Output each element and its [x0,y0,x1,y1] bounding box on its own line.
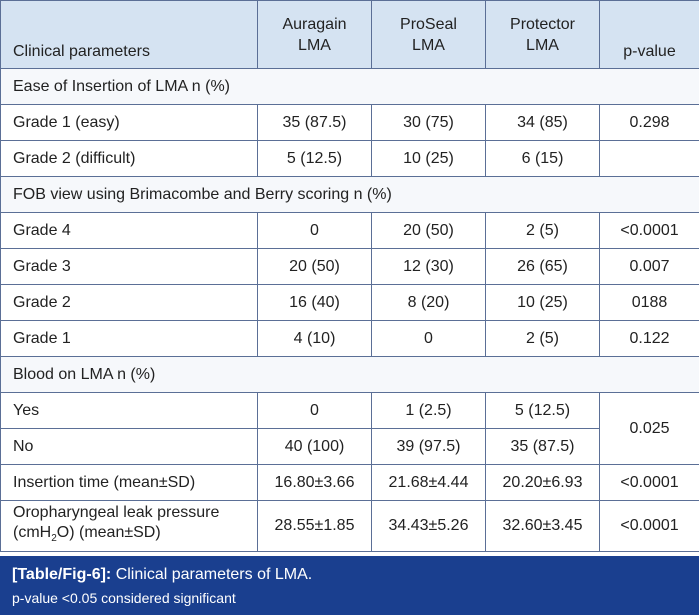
cell-protector: 32.60±3.45 [486,501,600,552]
table-row [1,285,699,321]
cell-auragain: 16 (40) [258,285,372,321]
row-label: Grade 1 (easy) [1,105,258,141]
cell-protector: 6 (15) [486,141,600,177]
row-label: Grade 2 (difficult) [1,141,258,177]
cell-auragain: 35 (87.5) [258,105,372,141]
cell-proseal: 0 [372,321,486,357]
cell-protector: 10 (25) [486,285,600,321]
table-row [1,321,699,357]
header-row [1,1,699,69]
row-label: Grade 2 [1,285,258,321]
section-ease-label: Ease of Insertion of LMA n (%) [1,69,699,105]
cell-p-value: 0.298 [600,105,699,141]
table-row [1,465,699,501]
table-row [1,105,699,141]
cell-proseal: 8 (20) [372,285,486,321]
header-auragain: Auragain LMA [258,1,372,69]
cell-auragain: 4 (10) [258,321,372,357]
row-label: Yes [1,393,258,429]
cell-protector: 2 (5) [486,213,600,249]
table-row [1,141,699,177]
cell-p-value: 0.025 [600,393,699,465]
cell-protector: 2 (5) [486,321,600,357]
table-row [1,393,699,429]
section-blood-label: Blood on LMA n (%) [1,357,699,393]
section-fob-label: FOB view using Brimacombe and Berry scoring n (%) [1,177,699,213]
row-label: Grade 1 [1,321,258,357]
table-row [1,249,699,285]
table-row [1,213,699,249]
table-row [1,501,699,552]
row-label: Grade 4 [1,213,258,249]
cell-auragain: 5 (12.5) [258,141,372,177]
header-clinical-parameters: Clinical parameters [1,1,258,69]
cell-proseal: 10 (25) [372,141,486,177]
table-row [1,429,699,465]
cell-proseal: 21.68±4.44 [372,465,486,501]
cell-auragain: 0 [258,213,372,249]
section-row-ease [1,69,699,105]
cell-protector: 20.20±6.93 [486,465,600,501]
header-proseal: ProSeal LMA [372,1,486,69]
cell-p-value: <0.0001 [600,213,699,249]
cell-protector: 34 (85) [486,105,600,141]
row-label: No [1,429,258,465]
row-label: Oropharyngeal leak pressure (cmH$_2$O) (mean±SD) [1,501,258,552]
cell-protector: 35 (87.5) [486,429,600,465]
cell-p-value [600,141,699,177]
cell-proseal: 39 (97.5) [372,429,486,465]
cell-auragain: 0 [258,393,372,429]
row-label: Insertion time (mean±SD) [1,465,258,501]
cell-p-value: <0.0001 [600,465,699,501]
cell-auragain: 20 (50) [258,249,372,285]
cell-proseal: 20 (50) [372,213,486,249]
cell-p-value: <0.0001 [600,501,699,552]
cell-auragain: 16.80±3.66 [258,465,372,501]
caption-title [12,565,687,585]
cell-proseal: 34.43±5.26 [372,501,486,552]
caption-note: p-value <0.05 considered significant [12,590,236,606]
section-row-blood [1,357,699,393]
cell-proseal: 12 (30) [372,249,486,285]
caption-label: [Table/Fig-6]: [12,566,112,583]
cell-protector: 5 (12.5) [486,393,600,429]
caption-text: Clinical parameters of LMA. [111,566,313,583]
cell-p-value: 0.122 [600,321,699,357]
section-row-fob [1,177,699,213]
cell-p-value: 0188 [600,285,699,321]
cell-proseal: 1 (2.5) [372,393,486,429]
cell-p-value: 0.007 [600,249,699,285]
cell-auragain: 40 (100) [258,429,372,465]
header-protector: Protector LMA [486,1,600,69]
header-p-value: p-value [600,1,699,69]
cell-proseal: 30 (75) [372,105,486,141]
cell-auragain: 28.55±1.85 [258,501,372,552]
figure-caption [0,556,699,615]
row-label: Grade 3 [1,249,258,285]
cell-protector: 26 (65) [486,249,600,285]
